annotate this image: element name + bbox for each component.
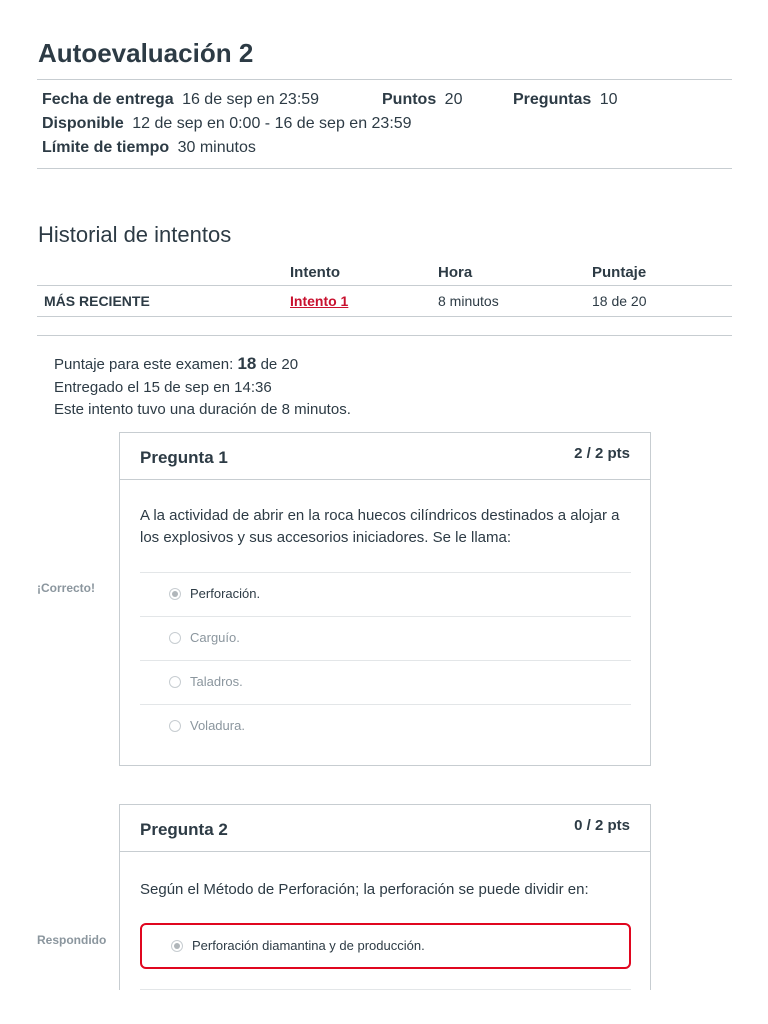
radio-icon	[169, 720, 181, 732]
score-suffix: de 20	[260, 356, 299, 373]
points-label: Puntos	[382, 91, 437, 108]
question-header	[120, 433, 650, 480]
due-value: 16 de sep en 23:59	[182, 91, 320, 108]
available-label: Disponible	[42, 115, 124, 132]
question-header	[120, 805, 650, 852]
answer-option	[140, 572, 631, 616]
radio-icon	[169, 676, 181, 688]
history-title: Historial de intentos	[38, 222, 232, 247]
question-text: Según el Método de Perforación; la perforación se puede dividir en:	[140, 881, 589, 898]
due-date	[42, 91, 319, 109]
answer-label: Perforación diamantina y de producción.	[192, 938, 425, 953]
question-text: A la actividad de abrir en la roca huecos cilíndricos destinados a alojar a los explosivos y sus accesorios iniciadores. Se le llama:	[140, 507, 620, 546]
attempt-link[interactable]: Intento 1	[290, 293, 349, 309]
divider	[37, 316, 732, 317]
answer-label: Carguío.	[190, 630, 240, 645]
answer-label: Taladros.	[190, 674, 243, 689]
answer-divider	[140, 989, 631, 990]
score-prefix: Puntaje para este examen:	[54, 356, 234, 373]
radio-icon	[169, 632, 181, 644]
radio-selected-icon	[171, 940, 183, 952]
history-row-score: 18 de 20	[592, 293, 647, 309]
answer-option	[140, 616, 631, 660]
attempt-duration: Este intento tuvo una duración de 8 minutos.	[54, 401, 351, 418]
divider	[37, 168, 732, 169]
answer-flag-answered: Respondido	[37, 933, 110, 947]
questions-value: 10	[599, 91, 618, 108]
question-points: 0 / 2 pts	[574, 817, 630, 834]
submitted-date: Entregado el 15 de sep en 14:36	[54, 379, 272, 396]
divider	[37, 79, 732, 80]
answer-option	[140, 660, 631, 704]
answer-flag-correct: ¡Correcto!	[37, 581, 99, 595]
time-limit-label: Límite de tiempo	[42, 139, 170, 156]
due-label: Fecha de entrega	[42, 91, 174, 108]
history-row-attempt	[290, 293, 348, 309]
history-header-score: Puntaje	[592, 264, 647, 281]
question-title: Pregunta 1	[140, 448, 228, 467]
answer-option	[140, 704, 631, 748]
history-row-time: 8 minutos	[438, 293, 499, 309]
availability	[42, 115, 412, 133]
points-value: 20	[444, 91, 463, 108]
history-header-attempt: Intento	[290, 264, 340, 281]
divider	[37, 335, 732, 336]
available-value: 12 de sep en 0:00 - 16 de sep en 23:59	[132, 115, 412, 132]
score-summary	[54, 354, 298, 374]
question-card	[119, 804, 651, 990]
question-card	[119, 432, 651, 766]
points	[382, 91, 462, 109]
answer-option-selected	[140, 923, 631, 969]
time-limit	[42, 139, 256, 157]
questions-label: Preguntas	[513, 91, 592, 108]
score-value: 18	[237, 354, 257, 373]
radio-selected-icon	[169, 588, 181, 600]
answer-label: Voladura.	[190, 718, 245, 733]
questions-count	[513, 91, 618, 109]
question-points: 2 / 2 pts	[574, 445, 630, 462]
page-title: Autoevaluación 2	[38, 38, 254, 68]
history-header-time: Hora	[438, 264, 473, 281]
history-row-label: MÁS RECIENTE	[44, 293, 150, 309]
question-title: Pregunta 2	[140, 820, 228, 839]
time-limit-value: 30 minutos	[177, 139, 256, 156]
divider	[37, 285, 732, 286]
answer-label: Perforación.	[190, 586, 261, 601]
